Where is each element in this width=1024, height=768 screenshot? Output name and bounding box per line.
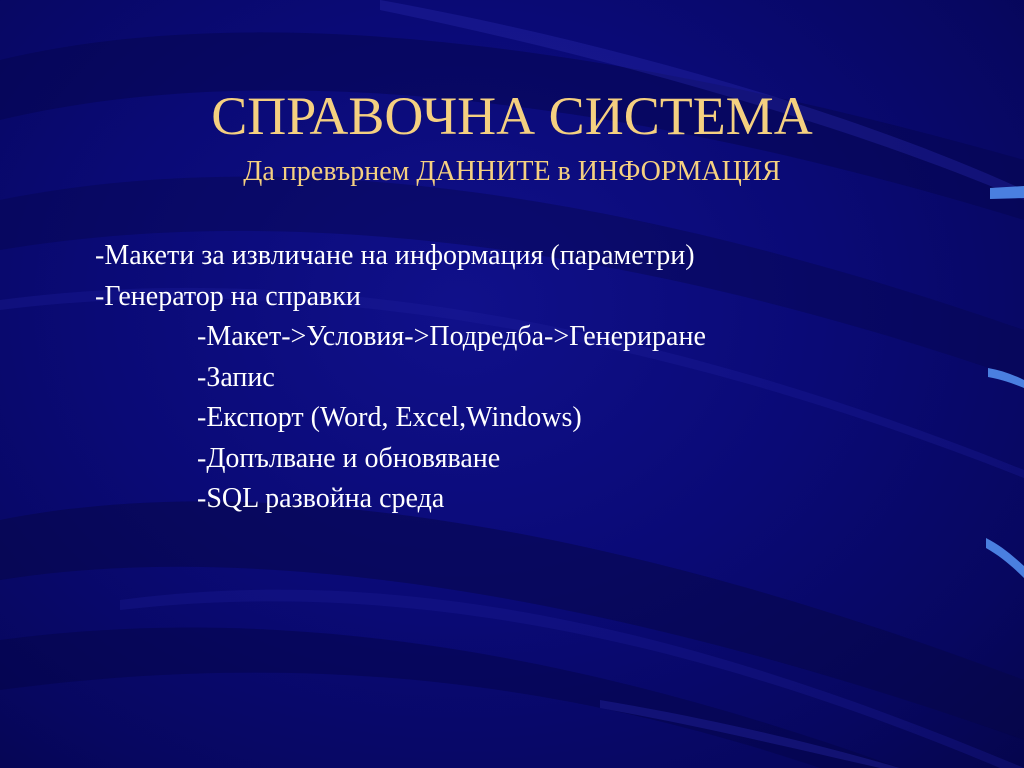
bullet-list	[95, 236, 975, 520]
list-item: -Макети за извличане на информация (параметри)	[95, 240, 695, 271]
list-item: -Макет->Условия->Подредба->Генериране	[197, 321, 706, 352]
list-item: -Допълване и обновяване	[197, 442, 501, 474]
list-item: -Запис	[197, 361, 275, 393]
list-item: -Генератор на справки	[95, 280, 361, 312]
right-edge-accents	[986, 186, 1024, 578]
list-item: -SQL развойна среда	[197, 483, 445, 514]
slide-subtitle: Да превърнем ДАННИТЕ в ИНФОРМАЦИЯ	[243, 156, 781, 187]
slide-title: СПРАВОЧНА СИСТЕМА	[211, 86, 813, 146]
list-item: -Експорт (Word, Excel,Windows)	[197, 402, 582, 433]
